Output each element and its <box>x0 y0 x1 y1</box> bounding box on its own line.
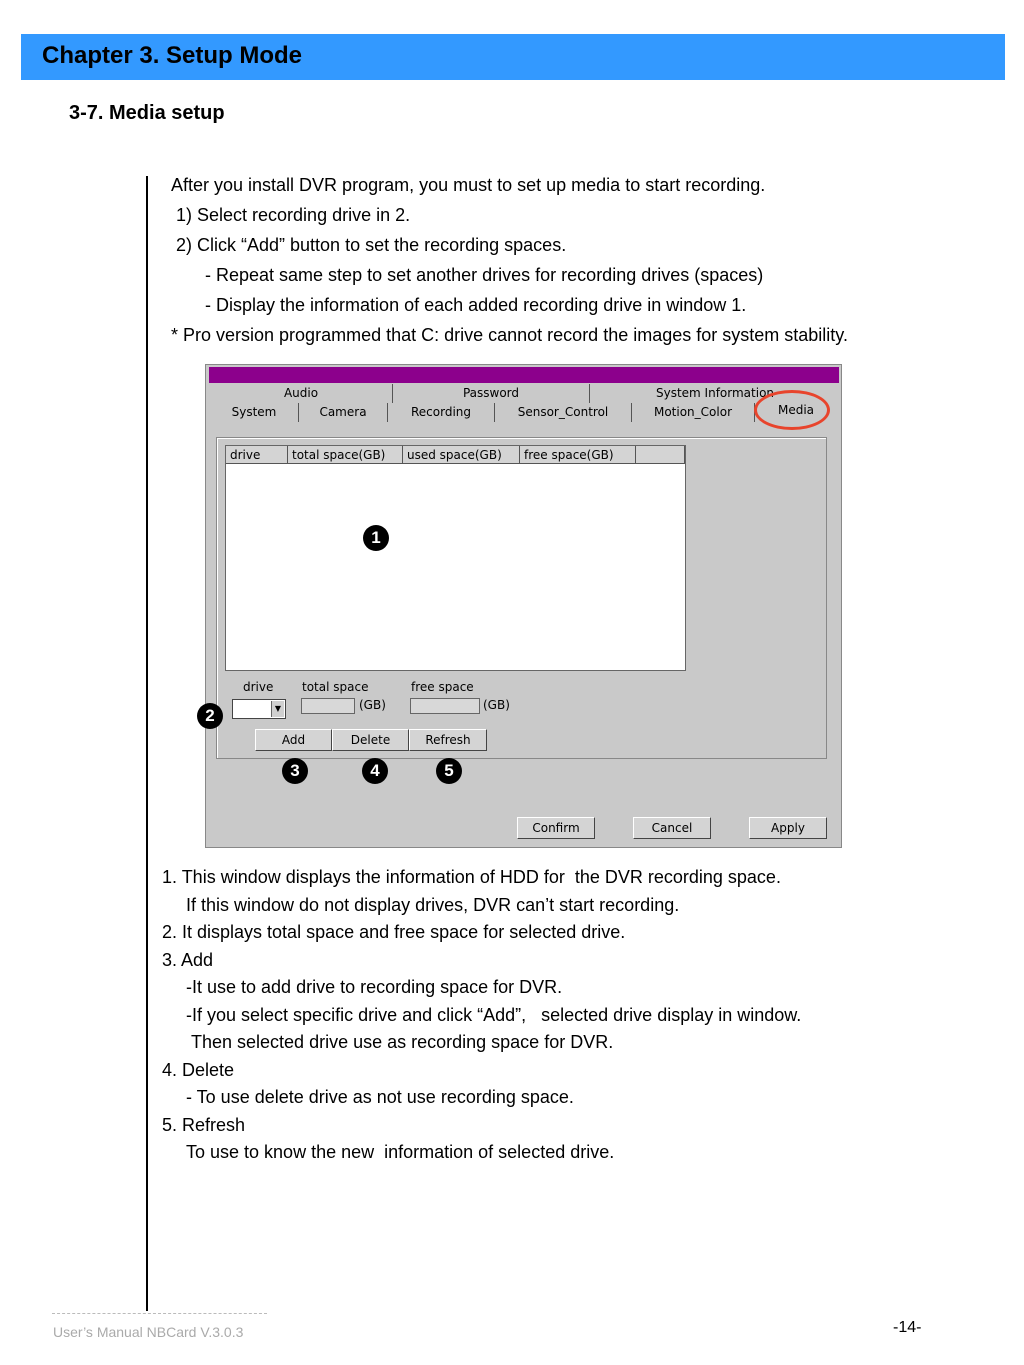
note-line: If this window do not display drives, DVR can’t start recording. <box>186 894 680 915</box>
intro-line: * Pro version programmed that C: drive cannot record the images for system stability. <box>171 325 848 345</box>
tab-camera[interactable]: Camera <box>299 403 388 422</box>
note-line: 5. Refresh <box>162 1114 246 1135</box>
total-space-label: total space <box>302 680 369 694</box>
footer-manual-version: User’s Manual NBCard V.3.0.3 <box>53 1324 244 1340</box>
note-line: - To use delete drive as not use recording space. <box>186 1087 574 1107</box>
delete-button[interactable]: Delete <box>332 729 409 751</box>
callout-marker-1: 1 <box>363 525 389 551</box>
free-space-field <box>410 698 480 714</box>
column-blank <box>636 446 685 464</box>
column-used-space[interactable]: used space(GB) <box>403 446 520 464</box>
intro-text <box>171 170 848 350</box>
media-tab-highlight <box>754 390 830 430</box>
notes-text <box>162 864 801 1167</box>
note-line: -It use to add drive to recording space for DVR. <box>186 977 563 997</box>
note-line: -If you select specific drive and click “Add”, selected drive display in window. <box>186 1004 802 1025</box>
apply-button[interactable]: Apply <box>749 817 827 839</box>
tab-system[interactable]: System <box>210 403 299 422</box>
tab-password[interactable]: Password <box>393 384 590 403</box>
intro-line: 1) Select recording drive in 2. <box>176 205 411 225</box>
footer-divider <box>52 1313 267 1314</box>
column-free-space[interactable]: free space(GB) <box>520 446 636 464</box>
note-line: 4. Delete <box>162 1059 235 1080</box>
column-total-space[interactable]: total space(GB) <box>288 446 403 464</box>
column-drive[interactable]: drive <box>226 446 288 464</box>
total-space-field <box>301 698 355 714</box>
tab-media[interactable]: Media <box>777 403 815 417</box>
callout-marker-3: 3 <box>282 758 308 784</box>
confirm-button[interactable]: Confirm <box>517 817 595 839</box>
chapter-header <box>21 34 1005 80</box>
intro-line: After you install DVR program, you must to set up media to start recording. <box>171 175 766 195</box>
free-space-label: free space <box>411 680 474 694</box>
note-line: Then selected drive use as recording space for DVR. <box>191 1032 614 1052</box>
note-line: 2. It displays total space and free space for selected drive. <box>162 922 626 942</box>
refresh-button[interactable]: Refresh <box>409 729 487 751</box>
tab-audio[interactable]: Audio <box>210 384 393 403</box>
chevron-down-icon[interactable]: ▼ <box>271 701 284 717</box>
tab-sensor-control[interactable]: Sensor_Control <box>495 403 632 422</box>
free-unit-label: (GB) <box>483 698 510 712</box>
section-title: 3-7. Media setup <box>69 102 225 124</box>
callout-marker-4: 4 <box>362 758 388 784</box>
tab-motion-color[interactable]: Motion_Color <box>632 403 755 422</box>
tab-recording[interactable]: Recording <box>388 403 495 422</box>
cancel-button[interactable]: Cancel <box>633 817 711 839</box>
chapter-title: Chapter 3. Setup Mode <box>42 42 303 69</box>
intro-line: 2) Click “Add” button to set the recording spaces. <box>176 235 567 255</box>
add-button[interactable]: Add <box>255 729 332 751</box>
page-number: -14- <box>893 1319 922 1336</box>
tab-row-bottom <box>210 403 840 422</box>
drive-list[interactable] <box>225 445 686 671</box>
note-line: To use to know the new information of selected drive. <box>186 1142 615 1162</box>
note-line: 3. Add <box>162 949 214 970</box>
callout-marker-2: 2 <box>197 703 223 729</box>
tab-system-information[interactable]: System Information <box>655 386 775 400</box>
total-unit-label: (GB) <box>359 698 386 712</box>
window-titlebar <box>209 367 839 383</box>
intro-line: - Repeat same step to set another drives for recording drives (spaces) <box>205 265 764 285</box>
drive-select[interactable] <box>232 699 286 719</box>
margin-rule <box>146 176 148 1311</box>
intro-line: - Display the information of each added recording drive in window 1. <box>205 295 747 315</box>
note-line: 1. This window displays the information of HDD for the DVR recording space. <box>162 867 781 887</box>
callout-marker-5: 5 <box>436 758 462 784</box>
tab-row-top <box>210 384 840 403</box>
drive-label: drive <box>243 680 274 694</box>
